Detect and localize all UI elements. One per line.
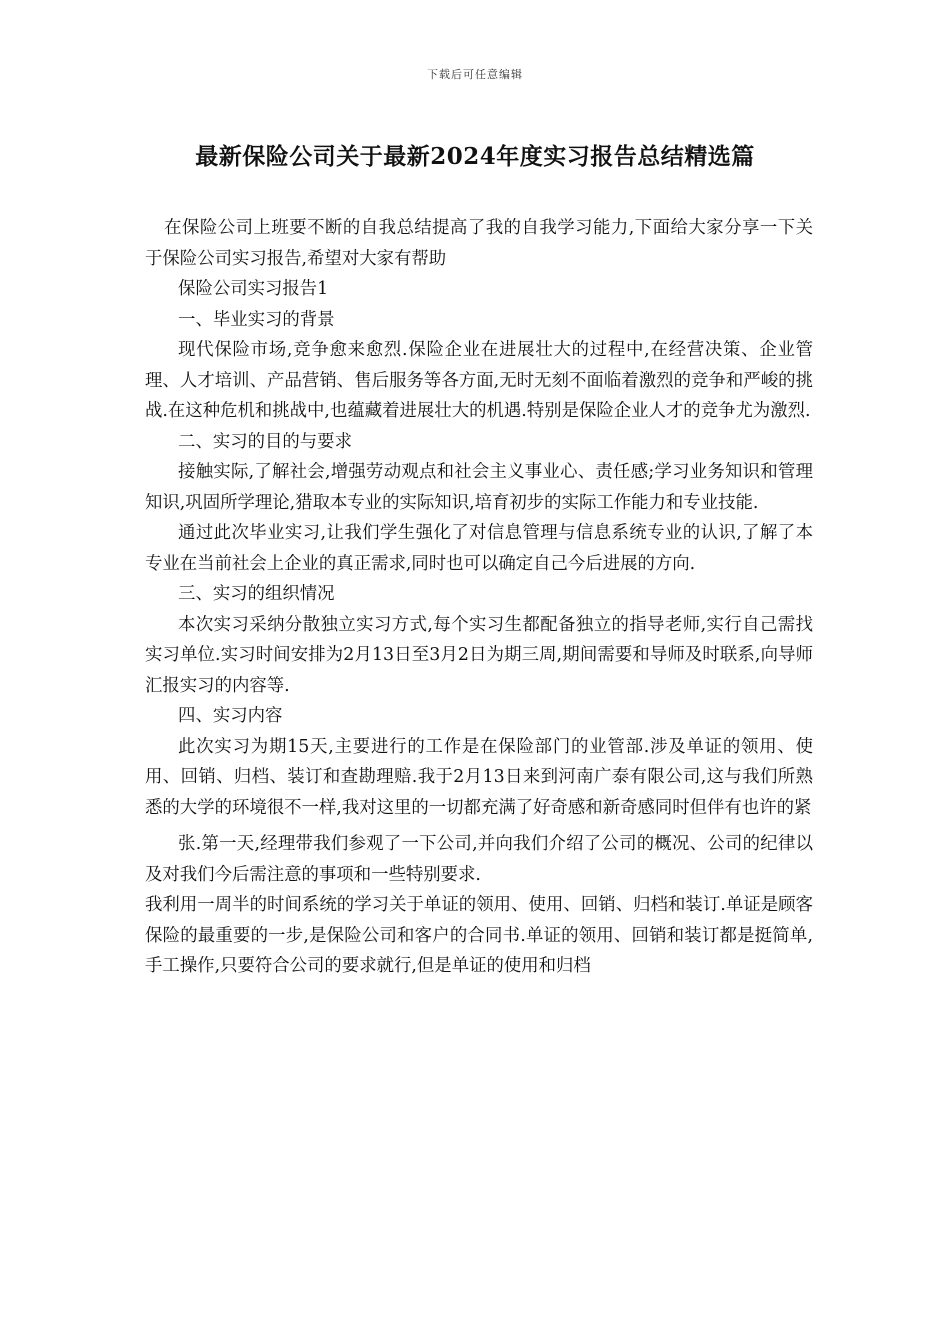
paragraph-background: 现代保险市场,竞争愈来愈烈.保险企业在进展壮大的过程中,在经营决策、企业管理、人才培训、产品营销、售后服务等各方面,无时无刻不面临着激烈的竞争和严峻的挑战.在这种危机和挑战中,也蕴藏着进展壮大的机遇.特别是保险企业人才的竞争尤为激烈. [145,340,813,421]
header-note: 下载后可任意编辑 [427,68,523,81]
document-body [145,213,813,982]
document-title: 最新保险公司关于最新2024年度实习报告总结精选篇 [195,143,755,170]
paragraph-first-day: 张.第一天,经理带我们参观了一下公司,并向我们介绍了公司的概况、公司的纪律以及对我们今后需注意的事项和一些特别要求. [145,834,813,885]
paragraph-organization: 本次实习采纳分散独立实习方式,每个实习生都配备独立的指导老师,实行自己需找实习单位.实习时间安排为2月13日至3月2日为期三周,期间需要和导师及时联系,向导师汇报实习的内容等. [145,614,813,696]
paragraph-content: 此次实习为期15天,主要进行的工作是在保险部门的业管部.涉及单证的领用、使用、回销、归档、装订和查勘理赔.我于2月13日来到河南广泰有限公司,这与我们所熟悉的大学的环境很不一样,我对这里的一切都充满了好奇感和新奇感同时但伴有也许的紧 [145,736,813,818]
section-heading-content: 四、实习内容 [178,706,283,726]
intro-paragraph: 在保险公司上班要不断的自我总结提高了我的自我学习能力,下面给大家分享一下关于保险公司实习报告,希望对大家有帮助 [145,218,813,269]
section-heading-purpose: 二、实习的目的与要求 [178,431,352,452]
paragraph-documents: 我利用一周半的时间系统的学习关于单证的领用、使用、回销、归档和装订.单证是顾客保险的最重要的一步,是保险公司和客户的合同书.单证的领用、回销和装订都是挺简单,手工操作,只要符合公司的要求就行,但是单证的使用和归档 [145,895,813,976]
section-heading-background: 一、毕业实习的背景 [178,309,335,330]
section-heading-organization: 三、实习的组织情况 [178,584,335,604]
report-heading: 保险公司实习报告1 [178,279,329,299]
paragraph-purpose-2: 通过此次毕业实习,让我们学生强化了对信息管理与信息系统专业的认识,了解了本专业在当前社会上企业的真正需求,同时也可以确定自己今后进展的方向. [145,523,813,574]
paragraph-purpose: 接触实际,了解社会,增强劳动观点和社会主义事业心、责任感;学习业务知识和管理知识,巩固所学理论,猎取本专业的实际知识,培育初步的实际工作能力和专业技能. [145,462,813,513]
